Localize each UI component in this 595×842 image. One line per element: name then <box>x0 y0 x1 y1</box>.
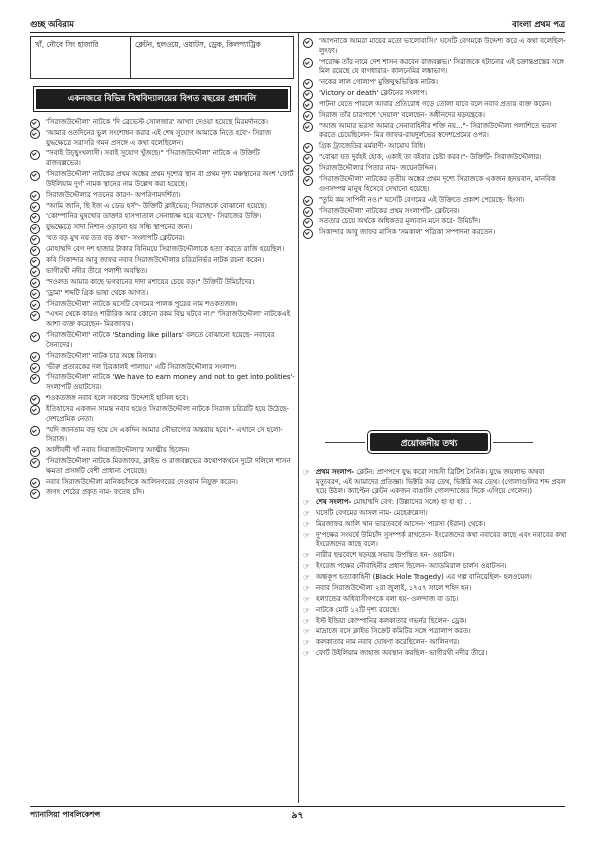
info-item-text: ইংরেজ পক্ষের নৌবাহিনীর প্রধান ছিলেন- অ্যাডমিরাল চার্লস ওয়াটসন। <box>316 562 507 571</box>
publisher-name: প্যানাসিয়া পাবলিকেশন্স <box>30 810 101 819</box>
table-cell: খাঁ, নৌবে সিং হাজারি <box>31 37 131 79</box>
list-item-text: সিরাজউদ্দৌলার পিতার নাম- জয়েনউদ্দিন। <box>319 164 437 173</box>
check-circle-icon <box>30 352 40 361</box>
check-circle-icon <box>30 267 40 276</box>
info-item-text: দু'পক্ষের সংঘর্ষে উমিচাঁদ সুসম্পর্ক রাখতেন- ইংরেজদের কথা নবাবের কাছে এবং নবাবের কথা ইংরেজদের কাছে বলে। <box>316 530 567 549</box>
list-item <box>30 352 296 362</box>
info-item-text: কলকাতার নাম নবাব ঘোষণা করেছিলেন- আলিনগর। <box>316 638 460 647</box>
check-circle-icon <box>303 90 313 99</box>
list-item <box>303 78 567 88</box>
header-left-title: গুচ্ছ অবিরাম <box>30 19 74 29</box>
pointing-hand-icon: ☞ <box>303 605 311 615</box>
info-item <box>303 627 567 637</box>
list-item <box>30 129 296 148</box>
list-item <box>303 175 567 194</box>
pointing-hand-icon: ☞ <box>303 551 311 561</box>
check-circle-icon <box>30 332 40 341</box>
pointing-hand-icon: ☞ <box>303 530 311 540</box>
check-circle-icon <box>30 213 40 222</box>
pointing-hand-icon: ☞ <box>303 562 311 572</box>
info-item <box>303 468 567 497</box>
list-item <box>30 300 296 310</box>
list-item <box>30 256 296 266</box>
list-item <box>30 278 296 288</box>
check-circle-icon <box>30 395 40 404</box>
info-item <box>303 584 567 594</box>
pointing-hand-icon: ☞ <box>303 649 311 659</box>
table-cell: ক্লেটন, হলওয়ে, ওয়াটস, ড্রেক, কিলপ্যাট্রিক <box>131 37 294 79</box>
list-item <box>303 196 567 206</box>
check-circle-icon <box>30 150 40 159</box>
info-item-text: ক্লেটন: প্রাণপণে যুদ্ধ করো সাহসী ব্রিটিশ সৈনিক। যুদ্ধে জয়লাভ অথবা মৃত্যুবরণ, এই আমাদের প্রতিজ্ঞা। ভিক্টরি অর ডেথ, ভিক্টরি অর ডেথ। (গোলাগুলির শব্দ প্রবল হয়ে উঠল। ক্যাপ্টেন ক্লেটন একজন বাঙালি গোলন্দাজের দিকে এগিয়ে গেলেন।) <box>316 468 566 496</box>
list-item-text: "সবাই উচ্ছ্বংখলাসী। সবাই সুযোগ খুঁজছে।" 'সিরাজউদ্দৌলা' নাটকে এ উক্তিটি রাজবল্লভের। <box>46 149 260 168</box>
list-item-text: ইতিহাসের একজন সামন্ত নবাব হয়েও সিরাজউদ্দৌলা নাটকে সিরাজ চরিত্রটি হয়ে উঠেছে- দেশপ্রেমিক নেতা। <box>46 404 289 423</box>
check-circle-icon <box>303 122 313 131</box>
list-item-text: 'সিরাজউদ্দৌলা' নাটকের প্রথম সংলাপটি- ক্লেটনের। <box>319 206 460 215</box>
info-item-head: শেষ সংলাপ- <box>316 498 352 507</box>
info-item <box>303 551 567 561</box>
info-item <box>303 638 567 648</box>
info-item-text: নারীর ছদ্মবেশে ষড়যন্ত্র সভায় উপস্থিত হন- ওয়াটস। <box>316 551 455 560</box>
info-item <box>303 617 567 627</box>
pointing-hand-icon: ☞ <box>303 573 311 583</box>
left-question-list <box>30 118 296 499</box>
pointing-hand-icon: ☞ <box>303 583 311 593</box>
check-circle-icon <box>30 224 40 233</box>
check-circle-icon <box>303 111 313 120</box>
info-item-text: নবাব সিরাজউদ্দৌলা ২রা জুলাই, ১৭৫৭ সালে শহিদ হন। <box>316 583 472 592</box>
check-circle-icon <box>303 229 313 238</box>
check-circle-icon <box>30 363 40 372</box>
list-item-text: 'সিরাজউদ্দৌলা' নাটকের প্রথম অঙ্কের প্রথম দৃশ্যের স্থান বা প্রথম দৃশ্য মঞ্চস্থানের অংশ 'ফোর্ট উইলিয়াম দুর্গ' নামক স্থানের নাম উল্লেখ করা হয়েছে। <box>46 170 294 188</box>
page-number: ৯৭ <box>291 811 304 821</box>
list-item-text: জগৎ শেঠের প্রকৃত নাম- ফতেহ চাঁদ। <box>46 488 145 497</box>
check-circle-icon <box>30 235 40 244</box>
pointing-hand-icon: ☞ <box>303 616 311 626</box>
list-item <box>30 331 296 350</box>
table-row <box>31 37 294 79</box>
list-item-text: 'ভীরু প্রতারকের দল চিরকালই পালায়।' এটি সিরাজউদ্দৌলার সংলাপ। <box>46 362 237 371</box>
pointing-hand-icon: ☞ <box>303 638 311 648</box>
check-circle-icon <box>30 202 40 211</box>
pointing-hand-icon: ☞ <box>303 627 311 637</box>
list-item <box>30 373 296 392</box>
list-item-text: 'সিরাজউদ্দৌলা' নাটকে 'Standing like pillars' বলতে বোঝানো হয়েছে- নবাবের সৈন্যদের। <box>46 331 275 349</box>
list-item-text: শওকতজঙ্গ নবাব হলে সকলের উদ্দেশ্যই হাসিল হবে। <box>46 394 189 403</box>
list-item <box>30 223 296 233</box>
info-list <box>303 468 567 660</box>
list-item-text: "আজ আমার ভরসা আমার সেনাবাহিনীর শক্তি নয়..."- সিরাজউদ্দৌলা পলাশিতে ভরসা করতে চেয়েছিলেন- মির জাফর-রায়দুর্লভের স্বদেশপ্রেমের ওপর। <box>319 121 557 140</box>
check-circle-icon <box>30 447 40 456</box>
list-item-text: 'ড্রামা' শব্দটি গ্রিক ভাষা থেকে আগত। <box>46 288 149 297</box>
info-item <box>303 595 567 605</box>
pointing-hand-icon: ☞ <box>303 519 311 529</box>
list-item-text: "আমি জানি, ছি ইজ এ ডেড হর্স"- উক্তিটি ক্লাইভের; সিরাজকে বোঝানো হয়েছে। <box>46 201 267 210</box>
list-item-text: 'Victory or death' ক্লেটনের সংলাপ। <box>319 89 428 98</box>
pointing-hand-icon: ☞ <box>303 498 311 508</box>
info-item <box>303 498 567 508</box>
info-item <box>303 509 567 519</box>
list-item <box>303 207 567 217</box>
check-circle-icon <box>303 154 313 163</box>
list-item-text: 'সিরাজউদ্দৌলা' নাটক চার অঙ্কে বিন্যস্ত। <box>46 351 156 360</box>
footer-rule <box>30 806 565 807</box>
list-item <box>303 164 567 174</box>
check-circle-icon <box>30 289 40 298</box>
list-item <box>30 405 296 424</box>
list-item <box>303 37 567 56</box>
list-item-text: নবাব সিরাজউদ্দৌলা মানিকচাঁদকে আলিনগরের দেওয়ান নিযুক্ত করেন। <box>46 477 238 486</box>
check-circle-icon <box>303 165 313 174</box>
list-item-text: 'সিরাজউদ্দৌলা' নাটকে মিরজাফর, ক্লাইভ ও রাজবল্লভের কথোপকথনে দুটো দলিলে শাসন ক্ষমতা প্রসঙ্গটি বেশী প্রাধান্য পেয়েছে। <box>46 457 291 475</box>
pointing-hand-icon: ☞ <box>303 594 311 604</box>
list-item <box>30 446 296 456</box>
list-item <box>30 289 296 299</box>
list-item <box>303 153 567 163</box>
check-circle-icon <box>30 405 40 414</box>
check-circle-icon <box>30 246 40 255</box>
list-item-text: 'সিরাজউদ্দৌলা' নাটকে ঘসেটি বেগমের পালক পুত্রের নাম শওকতজঙ্গ। <box>46 299 238 308</box>
list-item-text: পাটনা যেতে পারলে আবার প্রতিরোধ গড়ে তোলা যাবে বলে নবাব প্রত্যয় ব্যক্ত করেন। <box>319 99 552 108</box>
list-item-text: আলীবর্দী খাঁ নবাব সিরাজউদ্দৌলা'র আত্মীয় ছিলেন। <box>46 446 190 455</box>
info-item-text: ইস্ট ইন্ডিয়া কোম্পানির কলকাতার গভর্নর ছিলেন- ড্রেক। <box>316 616 467 625</box>
check-circle-icon <box>303 207 313 216</box>
list-item-text: 'যত বড় মুখ নয় তত বড় কথা'- সংলাপটি ক্লেটনের। <box>46 234 185 243</box>
check-circle-icon <box>30 119 40 128</box>
check-circle-icon <box>30 129 40 138</box>
list-item-text: "যদি জানতাম বড় হয়ে সে একদিন আমার সৌভাগ্যের অন্তরায় হবে।"- এখানে সে হলো- সিরাজ। <box>46 425 283 444</box>
list-item <box>303 89 567 99</box>
list-item-text: কবি সিকান্দার আবু জাফর নবাব সিরাজউদ্দৌলার চরিত্রনির্ভর নাটক রচনা করেন। <box>46 256 265 265</box>
pointing-hand-icon: ☞ <box>303 468 311 477</box>
page-header <box>30 18 565 32</box>
info-section-title: প্রয়োজনীয় তথ্য <box>368 431 490 453</box>
check-circle-icon <box>303 143 313 152</box>
list-item-text: গ্রিক ট্র্যাজেডির মর্মবাণী- আমোঘ বিধি। <box>319 142 426 151</box>
info-item-text: মোহাম্মদি বেগ: (উল্লাসের সঙ্গে) হা হা হা . . <box>351 498 472 507</box>
check-circle-icon <box>30 374 40 383</box>
list-item-text: 'কোম্পানির ঘুষখোর ডাক্তার হাসপাতাল সেনাধ্যক্ষ হয়ে বসেছ'- সিরাজের উক্তি। <box>46 212 262 221</box>
check-circle-icon <box>30 311 40 320</box>
check-circle-icon <box>30 426 40 435</box>
info-item-text: মাদ্রাজে বসে ক্লাইভ সিক্রেট কমিটির সঙ্গে পত্রালাপ করত। <box>316 627 471 636</box>
list-item <box>30 426 296 445</box>
list-item <box>30 310 296 329</box>
list-item <box>30 149 296 168</box>
check-circle-icon <box>303 218 313 227</box>
list-item-text: "বোঝা যত দুর্বহই হোক, একাই তা বইবার চেষ্টা করব।"- উক্তিটি- সিরাজউদ্দৌলার। <box>319 153 542 162</box>
top-table <box>30 36 294 79</box>
list-item-text: সিরাজ তাঁর চারপাশে 'দেয়াল' বলেছেন- অধীনদের ষড়যন্ত্রকে। <box>319 110 485 119</box>
check-circle-icon <box>303 38 313 47</box>
info-item <box>303 649 567 659</box>
list-item <box>30 457 296 476</box>
column-divider <box>298 33 299 803</box>
list-item-text: সততার চেয়ে অর্থকে অধিকতর মূল্যবান মনে করে- উমিচাঁদ। <box>319 217 481 226</box>
info-item-text: ঘসেটি বেগমের আসল নাম- মেহেরুন্নেসা। <box>316 508 428 517</box>
list-item-text: সিকান্দার আবু জাফর মাসিক 'সমকাল' পত্রিকা সম্পাদনা করতেন। <box>319 228 496 237</box>
list-item-text: মোহাম্মদি বেগ দশ হাজার টাকার বিনিময়ে সিরাজউদ্দৌলাকে হত্যা করতে রাজি হয়েছিল। <box>46 245 285 254</box>
list-item-text: ভাগীরথী নদীর তীরে পলাশী অবস্থিত। <box>46 266 148 275</box>
list-item <box>30 118 296 128</box>
list-item-text: 'নকের লাল গোলাপ' মুক্তিযুদ্ধভিত্তিক নাটক। <box>319 78 438 87</box>
check-circle-icon <box>30 278 40 287</box>
check-circle-icon <box>303 176 313 185</box>
info-item-text: ফোর্ট উইলিয়াম জাহাজ অবস্থান করছিল- ভাগীরথী নদীর তীরে। <box>316 649 488 658</box>
list-item <box>303 217 567 227</box>
list-item-text: 'আমার ওতদিনের ভুল সংশোধন করার এই শেষ সুযোগ আমাকে নিতে হবে'- সিরাজ যুদ্ধক্ষেত্রে সরাসরি গমন প্রসঙ্গে এ কথা বলেছিলেন। <box>46 128 272 147</box>
check-circle-icon <box>30 478 40 487</box>
list-item <box>30 212 296 222</box>
info-item-head: প্রথম সংলাপ- <box>316 468 355 476</box>
list-item <box>303 122 567 141</box>
check-circle-icon <box>30 458 40 467</box>
list-item-text: যুদ্ধক্ষেত্রে সাদা নিশান ওড়ানো হয় সন্ধি স্থাপনের জন্য। <box>46 223 193 232</box>
list-item-text: সিরাজউদ্দৌলার পতনের কারণ- অপরিণামদর্শিতা। <box>46 190 181 199</box>
check-circle-icon <box>303 58 313 67</box>
list-item <box>30 267 296 277</box>
list-item <box>30 363 296 373</box>
list-item-text: "দওলত আমার কাছে ভগবানের দাদা মশায়ের চেয়ে বড়।" উক্তিটি উমিচাঁদের। <box>46 277 255 286</box>
section-banner: একনজরে বিভিন্ন বিশ্ববিদ্যালয়ের বিগত বছরের প্রশ্নাবলি <box>34 87 290 111</box>
list-item <box>303 100 567 110</box>
check-circle-icon <box>30 191 40 200</box>
list-item <box>30 478 296 488</box>
list-item <box>303 111 567 121</box>
list-item-text: "এখন থেকে কারও শারীরিক আর কোনো রকম বিঘ্ন ঘটবে না।" 'সিরাজউদ্দৌলা' নাটকেএই আশা ব্যক্ত করেছেন- মিরজাফর। <box>46 310 291 329</box>
page-footer <box>30 810 565 822</box>
list-item <box>30 245 296 255</box>
list-item-text: 'সিরাজউদ্দৌলা' নাটকের তৃতীয় অঙ্কের প্রথম দৃশ্যে সিরাজকে একজন হৃদয়বান, মানবিক গুণসম্পন্ন মানুষ হিসেবে দেখানো হয়েছে। <box>319 175 556 193</box>
info-item <box>303 562 567 572</box>
info-item-text: অন্ধকূপ হত্যাকাহিনী (Black Hole Tragedy) এর গল্প বানিয়েছিল- হলওয়েল। <box>316 573 532 582</box>
right-question-list <box>303 37 567 239</box>
check-circle-icon <box>303 100 313 109</box>
info-item-text: নাটকে মোট ১২টি দৃশ্য রয়েছে। <box>316 605 399 614</box>
list-item <box>30 202 296 212</box>
list-item <box>303 228 567 238</box>
list-item-text: 'সিরাজউদ্দৌলা' নাটকে 'দি ব্রেভেস্ট সোলজার' আখ্যা দেওয়া হয়েছে মিরমর্দানকে। <box>46 118 268 126</box>
check-circle-icon <box>303 79 313 88</box>
list-item <box>30 234 296 244</box>
list-item-text: 'পরোক্ষ তাঁর নামে দেশ শাসন করবেন রাজবল্লভ।' সিরাজকে হটানোর এই চক্রান্তপ্রস্তের সঙ্গে মিল রয়েছে যে বাগধারার- কালনেমির লঙ্কাভাগ। <box>319 57 564 76</box>
list-item <box>30 170 296 189</box>
check-circle-icon <box>303 196 313 205</box>
list-item-text: 'আপনাকে আমরা মায়ের মতো ভালোবাসি।' ঘসেটি বেগমকে উদ্দেশ্য করে এ কথা বলেছিল- লুৎফা। <box>319 37 566 55</box>
list-item <box>30 191 296 201</box>
list-item <box>30 488 296 498</box>
list-item <box>303 58 567 77</box>
check-circle-icon <box>30 257 40 266</box>
check-circle-icon <box>30 300 40 309</box>
list-item-text: "তুমি কম সাপিনী নও।" ঘসেটি বেগমের এই উক্তিতে প্রকাশ পেয়েছে- হিংসা। <box>319 195 525 204</box>
info-item-text: হল্যান্ডের অধিবাসীগণকে বলা হয়- ওলন্দাজ বা ডাচ। <box>316 594 459 603</box>
info-item <box>303 531 567 550</box>
header-right-title: বাংলা প্রথম পত্র <box>512 19 565 29</box>
pointing-hand-icon: ☞ <box>303 508 311 518</box>
list-item-text: 'সিরাজউদ্দৌলা' নাটকে 'We have to earn money and not to get into polities'- সংলাপটি ওয়াটসের। <box>46 373 295 392</box>
check-circle-icon <box>30 171 40 180</box>
list-item <box>30 394 296 404</box>
check-circle-icon <box>30 489 40 498</box>
info-item-text: মিরজাফর আলি খান ভারতবর্ষে আসেন- পারস্য (ইরান) থেকে। <box>316 519 486 528</box>
info-item <box>303 520 567 530</box>
info-item <box>303 606 567 616</box>
list-item <box>303 142 567 152</box>
info-item <box>303 573 567 583</box>
